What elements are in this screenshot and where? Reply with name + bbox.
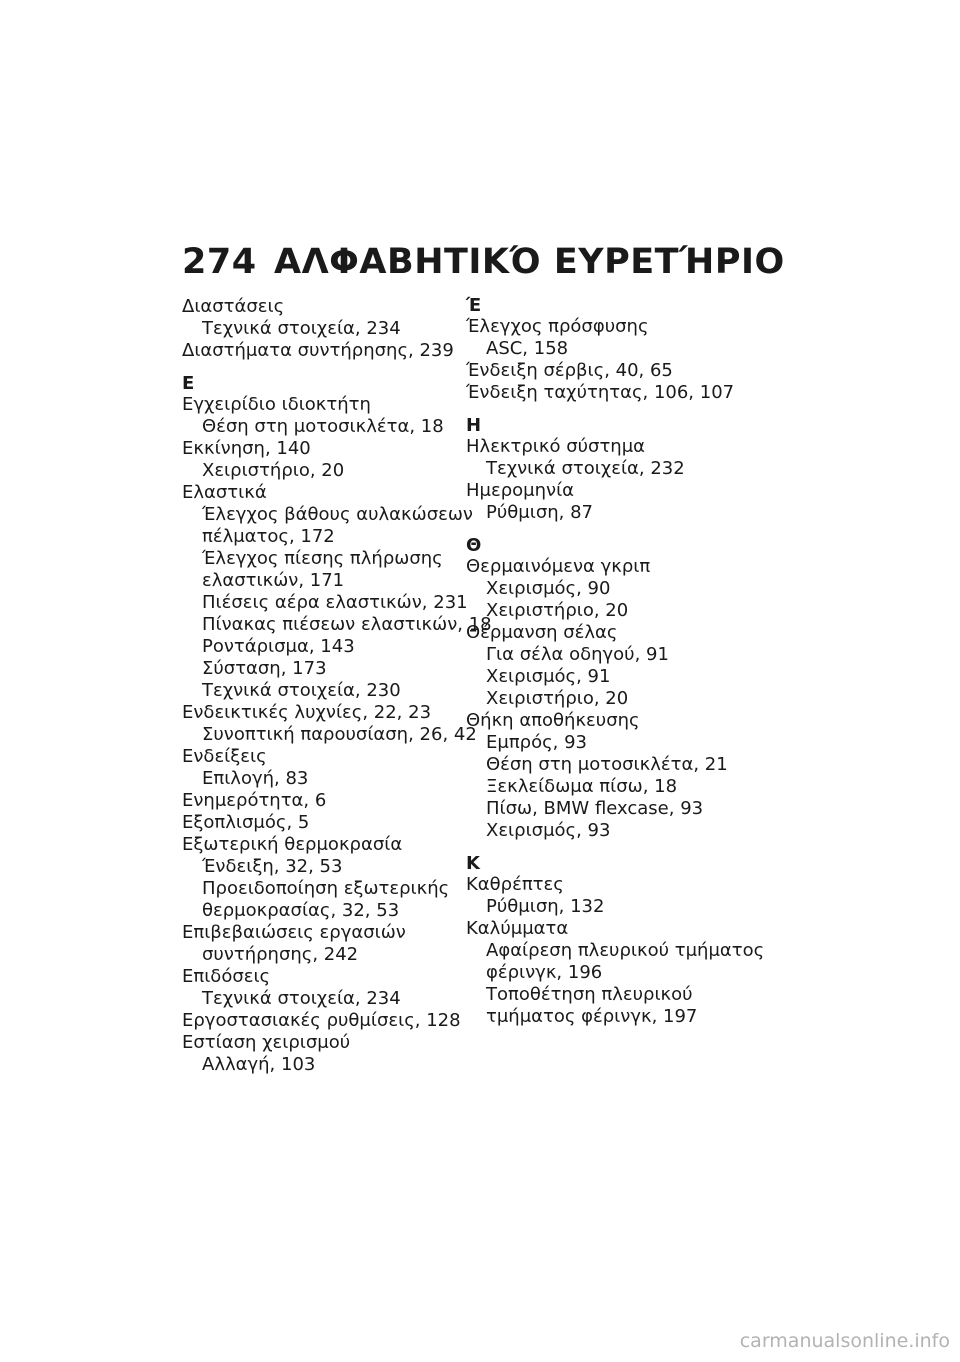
index-subentry: Εμπρός, 93: [486, 732, 588, 753]
page-number: 274: [182, 242, 257, 282]
index-column-right: [466, 295, 765, 1028]
index-letter-heading: Θ: [466, 535, 482, 556]
index-subentry: Έλεγχος βάθους αυλακώσεων: [202, 504, 473, 525]
index-subentry: θερμοκρασίας, 32, 53: [202, 900, 400, 921]
index-subentry: Πίνακας πιέσεων ελαστικών, 18: [202, 614, 492, 635]
index-subentry: Προειδοποίηση εξωτερικής: [202, 878, 450, 899]
index-entry: Ενδείξεις: [182, 746, 267, 767]
index-entry: Διαστήματα συντήρησης, 239: [182, 340, 454, 361]
index-subentry: Συνοπτική παρουσίαση, 26, 42: [202, 724, 477, 745]
index-subentry: Χειριστήριο, 20: [202, 460, 345, 481]
index-subentry: φέρινγκ, 196: [486, 962, 603, 983]
index-entry: Ενδεικτικές λυχνίες, 22, 23: [182, 702, 432, 723]
index-subentry: Αλλαγή, 103: [202, 1054, 316, 1075]
index-subentry: Για σέλα οδηγού, 91: [486, 644, 669, 665]
index-entry: Διαστάσεις: [182, 296, 285, 317]
index-subentry: Ροντάρισμα, 143: [202, 636, 355, 657]
index-subentry: ASC, 158: [486, 338, 569, 359]
index-entry: Επιβεβαιώσεις εργασιών: [182, 922, 406, 943]
index-entry: Καθρέπτες: [466, 874, 564, 895]
index-subentry: Θέση στη μοτοσικλέτα, 18: [202, 416, 444, 437]
index-column-left: [182, 296, 492, 1076]
index-subentry: Χειρισμός, 91: [486, 666, 611, 687]
index-subentry: Τοποθέτηση πλευρικού: [486, 984, 693, 1005]
index-subentry: ελαστικών, 171: [202, 570, 345, 591]
index-entry: Έλεγχος πρόσφυσης: [466, 316, 649, 337]
index-entry: Καλύμματα: [466, 918, 569, 939]
index-subentry: Χειρισμός, 90: [486, 578, 611, 599]
index-entry: Εκκίνηση, 140: [182, 438, 311, 459]
index-entry: Ελαστικά: [182, 482, 267, 503]
index-entry: Εστίαση χειρισμού: [182, 1032, 351, 1053]
index-subentry: Τεχνικά στοιχεία, 234: [202, 318, 401, 339]
index-letter-heading: Η: [466, 415, 482, 436]
index-letter-heading: Κ: [466, 853, 480, 874]
index-entry: Ένδειξη ταχύτητας, 106, 107: [466, 382, 735, 403]
index-subentry: Αφαίρεση πλευρικού τμήματος: [486, 940, 765, 961]
index-entry: Ηλεκτρικό σύστημα: [466, 436, 646, 457]
index-subentry: Πιέσεις αέρα ελαστικών, 231: [202, 592, 468, 613]
index-letter-heading: Ε: [182, 373, 195, 394]
index-subentry: Χειριστήριο, 20: [486, 600, 629, 621]
index-entry: Εγχειρίδιο ιδιοκτήτη: [182, 394, 371, 415]
index-subentry: Σύσταση, 173: [202, 658, 327, 679]
index-entry: Θέρμανση σέλας: [466, 622, 618, 643]
index-letter-heading: Έ: [466, 295, 482, 316]
index-entry: Θήκη αποθήκευσης: [466, 710, 640, 731]
index-subentry: Ρύθμιση, 132: [486, 896, 605, 917]
watermark: carmanualsonline.info: [739, 1330, 950, 1352]
index-subentry: συντήρησης, 242: [202, 944, 359, 965]
index-subentry: Τεχνικά στοιχεία, 234: [202, 988, 401, 1009]
index-subentry: Θέση στη μοτοσικλέτα, 21: [486, 754, 728, 775]
index-subentry: Χειριστήριο, 20: [486, 688, 629, 709]
page-title: ΑΛΦΑΒΗΤΙΚΌ ΕΥΡΕΤΉΡΙΟ: [274, 242, 785, 282]
index-subentry: Πίσω, BMW flexcase, 93: [486, 798, 704, 819]
page-header: [182, 240, 882, 284]
index-subentry: Ρύθμιση, 87: [486, 502, 593, 523]
index-subentry: Χειρισμός, 93: [486, 820, 611, 841]
index-subentry: Επιλογή, 83: [202, 768, 309, 789]
index-entry: Ενημερότητα, 6: [182, 790, 327, 811]
index-subentry: Έλεγχος πίεσης πλήρωσης: [202, 548, 443, 569]
index-subentry: Τεχνικά στοιχεία, 232: [486, 458, 685, 479]
index-subentry: τμήματος φέρινγκ, 197: [486, 1006, 698, 1027]
index-entry: Εξωτερική θερμοκρασία: [182, 834, 403, 855]
index-subentry: Ξεκλείδωμα πίσω, 18: [486, 776, 678, 797]
index-subentry: πέλματος, 172: [202, 526, 335, 547]
index-entry: Επιδόσεις: [182, 966, 271, 987]
index-entry: Θερμαινόμενα γκριπ: [466, 556, 651, 577]
index-entry: Εξοπλισμός, 5: [182, 812, 310, 833]
index-entry: Εργοστασιακές ρυθμίσεις, 128: [182, 1010, 461, 1031]
index-entry: Ένδειξη σέρβις, 40, 65: [466, 360, 673, 381]
index-entry: Ημερομηνία: [466, 480, 575, 501]
index-subentry: Τεχνικά στοιχεία, 230: [202, 680, 401, 701]
index-subentry: Ένδειξη, 32, 53: [202, 856, 343, 877]
